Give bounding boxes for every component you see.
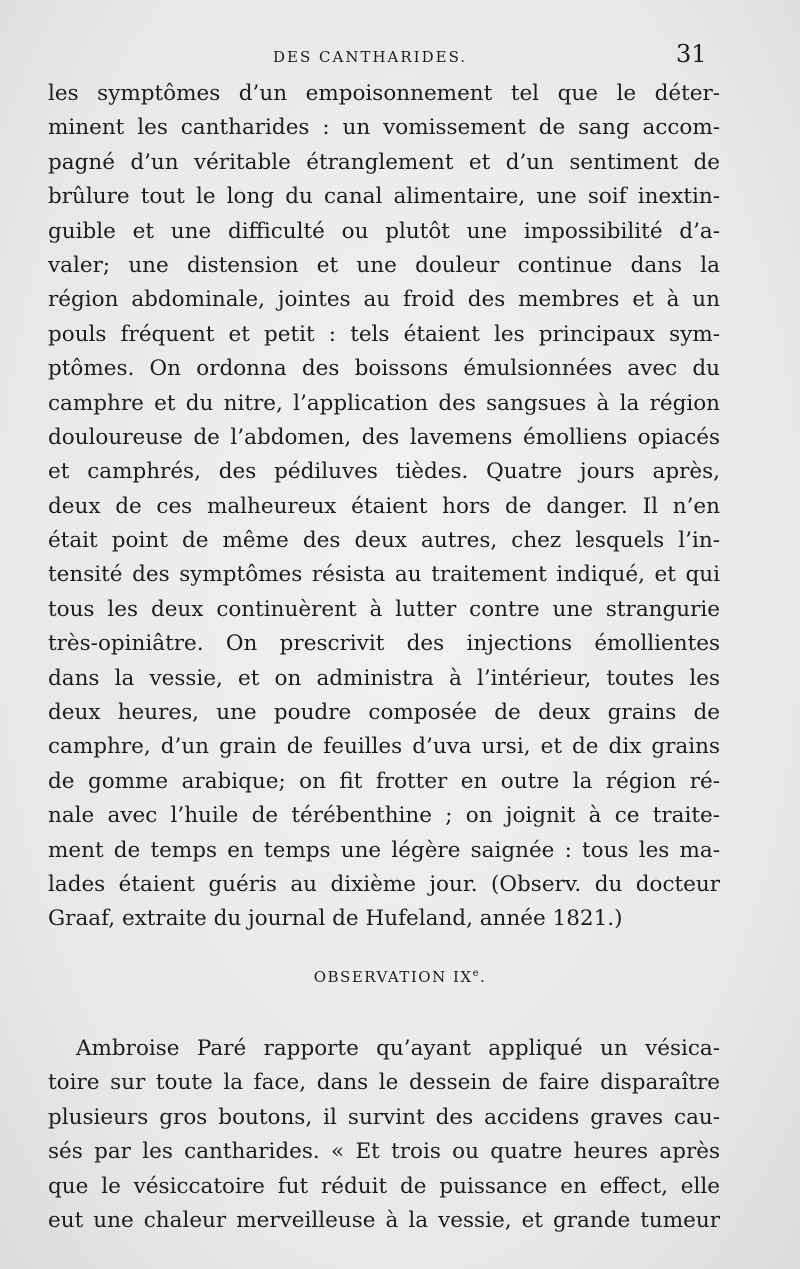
text-line: région abdominale, jointes au froid des membres et à un <box>48 287 720 313</box>
text-line: ment de temps en temps une légère saignée : tous les ma- <box>48 837 720 863</box>
text-line: tensité des symptômes résista au traitement indiqué, et qui <box>48 562 720 588</box>
section-heading <box>0 968 800 986</box>
paragraph-2 <box>48 1032 720 1238</box>
text-line: plusieurs gros boutons, il survint des accidens graves cau- <box>48 1104 720 1130</box>
text-line: brûlure tout le long du canal alimentaire, une soif inextin- <box>48 184 720 210</box>
heading-superscript: e <box>472 968 480 979</box>
text-line: Graaf, extraite du journal de Hufeland, année 1821.) <box>48 906 623 932</box>
text-line: minent les cantharides : un vomissement de sang accom- <box>48 115 720 141</box>
text-line: douloureuse de l’abdomen, des lavemens émolliens opiacés <box>48 424 720 450</box>
text-line: Ambroise Paré rapporte qu’ayant appliqué un vésica- <box>76 1036 720 1061</box>
text-line: ptômes. On ordonna des boissons émulsionnées avec du <box>48 356 720 382</box>
text-line: sés par les cantharides. « Et trois ou quatre heures après <box>48 1139 720 1165</box>
text-line: nale avec l’huile de térébenthine ; on joignit à ce traite- <box>48 803 720 829</box>
heading-end: . <box>480 968 487 986</box>
running-title: DES CANTHARIDES. <box>273 48 468 66</box>
text-line: pouls fréquent et petit : tels étaient les principaux sym- <box>48 321 720 347</box>
text-line: que le vésiccatoire fut réduit de puissance en effect, elle <box>48 1173 720 1199</box>
text-line: toire sur toute la face, dans le dessein de faire disparaître <box>48 1070 720 1096</box>
text-line: eut une chaleur merveilleuse à la vessie, et grande tumeur <box>48 1207 720 1233</box>
heading-text: OBSERVATION IX <box>313 968 473 986</box>
text-line: valer; une distension et une douleur continue dans la <box>48 252 720 278</box>
text-line: deux de ces malheureux étaient hors de danger. Il n’en <box>48 493 720 519</box>
paragraph-1 <box>48 77 720 937</box>
text-line: et camphrés, des pédiluves tièdes. Quatre jours après, <box>48 459 720 485</box>
text-line: camphre et du nitre, l’application des sangsues à la région <box>48 390 720 416</box>
text-line: dans la vessie, et on administra à l’intérieur, toutes les <box>48 665 720 691</box>
text-line: très-opiniâtre. On prescrivit des injections émollientes <box>48 631 720 657</box>
text-line: les symptômes d’un empoisonnement tel que le déter- <box>48 81 720 106</box>
text-line: tous les deux continuèrent à lutter contre une strangurie <box>48 596 720 622</box>
text-line: deux heures, une poudre composée de deux grains de <box>48 700 720 726</box>
text-line: camphre, d’un grain de feuilles d’uva ursi, et de dix grains <box>48 734 720 760</box>
text-line: était point de même des deux autres, chez lesquels l’in- <box>48 528 720 554</box>
text-line: de gomme arabique; on fit frotter en outre la région ré- <box>48 768 720 794</box>
text-line: pagné d’un véritable étranglement et d’un sentiment de <box>48 149 720 175</box>
text-line: guible et une difficulté ou plutôt une impossibilité d’a- <box>48 218 720 244</box>
text-line: lades étaient guéris au dixième jour. (Observ. du docteur <box>48 871 720 897</box>
page-header <box>0 40 800 80</box>
page-number: 31 <box>676 40 707 68</box>
